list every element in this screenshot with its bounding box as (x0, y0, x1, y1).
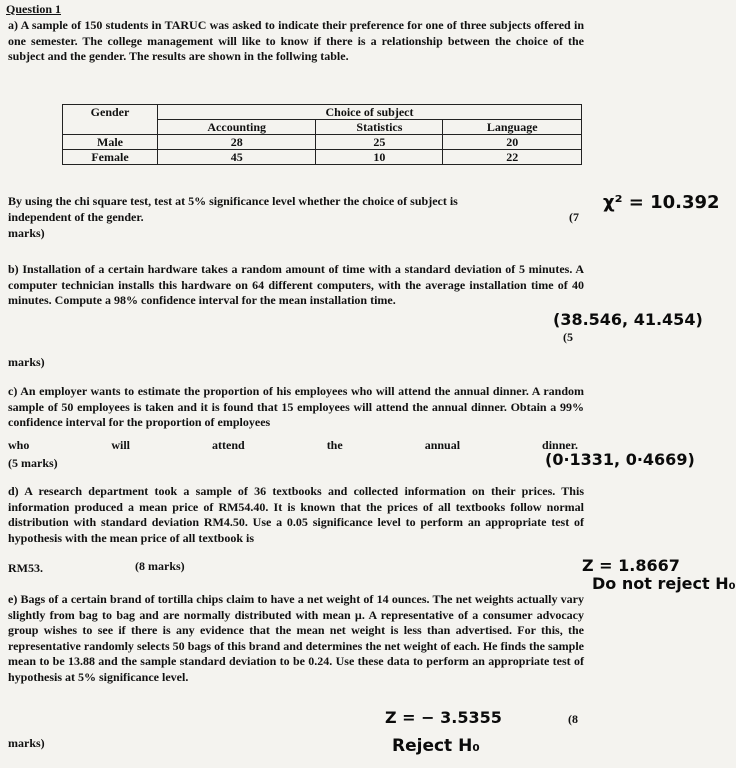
handwritten-answer-c: (0·1331, 0·4669) (545, 450, 695, 469)
word: annual (424, 438, 461, 452)
word: dinner. (542, 438, 578, 452)
part-e-marks-open: (8 (568, 712, 578, 726)
part-b-marks-close: marks) (8, 355, 45, 369)
table-cell: 25 (316, 135, 443, 150)
part-a-question-line2: independent of the gender. (8, 210, 144, 224)
handwritten-answer-e-z: Z = − 3.5355 (385, 708, 502, 727)
question-title: Question 1 (6, 2, 62, 16)
table-cell: 22 (443, 150, 582, 165)
table-cell: 10 (316, 150, 443, 165)
part-d-marks: (8 marks) (135, 559, 185, 573)
subject-language: Language (443, 120, 582, 135)
part-a-question-line1: By using the chi square test, test at 5% significance level whether the choice of subject is (8, 194, 458, 208)
subject-statistics: Statistics (316, 120, 443, 135)
table-cell: 45 (158, 150, 316, 165)
handwritten-answer-d-z: Z = 1.8667 (582, 556, 680, 575)
part-b-marks-open: (5 (563, 330, 573, 344)
part-d-last-line: RM53. (8, 561, 43, 575)
part-c-text: c) An employer wants to estimate the proportion of his employees who will attend the annual dinner. A random sample of 50 employees is taken and it is found that 15 employees will attend the annual dinner. Obtain a 99% confidence interval for the proportion of employees (8, 384, 584, 429)
row-gender: Male (63, 135, 158, 150)
choice-header: Choice of subject (158, 105, 582, 120)
part-a-text: a) A sample of 150 students in TARUC was asked to indicate their preference for one of three subjects offered in one semester. The college management will like to know if there is a relationship between the choice of the subject and the gender. The results are shown in the follwing table. (8, 18, 584, 63)
table-cell: 28 (158, 135, 316, 150)
word: the (326, 438, 343, 452)
table-cell: 20 (443, 135, 582, 150)
handwritten-answer-e-decision: Reject H₀ (392, 736, 480, 756)
preference-table (62, 104, 582, 165)
subject-accounting: Accounting (158, 120, 316, 135)
part-a-marks-open: (7 (569, 210, 579, 224)
word: will (111, 438, 131, 452)
gender-header: Gender (63, 105, 158, 135)
part-c-marks: (5 marks) (8, 456, 58, 470)
word: who (8, 438, 30, 452)
word: attend (212, 438, 245, 452)
part-e-text: e) Bags of a certain brand of tortilla chips claim to have a net weight of 14 ounces. The net weights actually vary slightly from bag to bag and are normally distributed with mean µ. A representative of a consumer advocacy group wishes to see if there is any evidence that the mean net weight is less than advertised. For this, the representative randomly selects 50 bags of this brand and determines the net weight of each. He finds the sample mean to be 13.88 and the sample standard deviation to be 0.24. Use these data to perform an appropriate test of hypothesis at 5% significance level. (8, 592, 584, 684)
row-gender: Female (63, 150, 158, 165)
handwritten-answer-a: χ² = 10.392 (603, 192, 720, 213)
table-row (63, 150, 582, 165)
part-e-marks-close: marks) (8, 736, 45, 750)
part-a-marks-close: marks) (8, 226, 45, 240)
handwritten-answer-b: (38.546, 41.454) (553, 310, 703, 329)
part-b-text: b) Installation of a certain hardware takes a random amount of time with a standard deviation of 5 minutes. A computer technician installs this hardware on 64 different computers, with the average installation time of 40 minutes. Compute a 98% confidence interval for the mean installation time. (8, 262, 584, 307)
handwritten-answer-d-decision: Do not reject H₀ (592, 574, 736, 593)
table-row (63, 135, 582, 150)
part-d-text: d) A research department took a sample of 36 textbooks and collected information on their prices. This information produced a mean price of RM54.40. It is known that the prices of all textbooks follow normal distribution with standard deviation RM4.50. Use a 0.05 significance level to perform an appropriate test of hypothesis with the mean price of all textbook is (8, 484, 584, 545)
part-c-last-line (8, 438, 578, 454)
